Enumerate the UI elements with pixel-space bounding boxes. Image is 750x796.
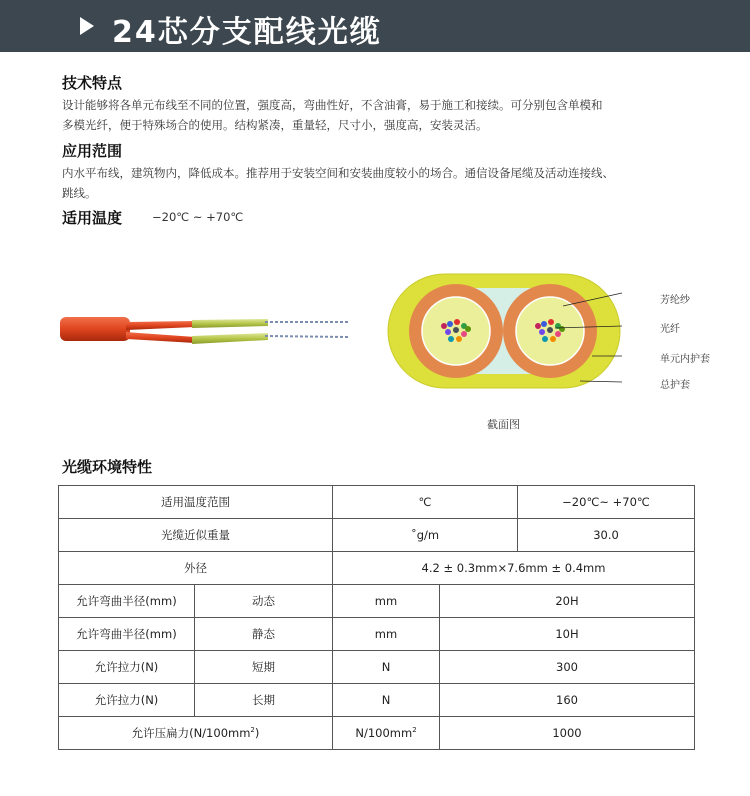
title-bar bbox=[0, 0, 750, 52]
row-unit bbox=[333, 717, 440, 750]
row-label: 适用温度范围 bbox=[59, 486, 333, 519]
callout-inner-jacket: 单元内护套 bbox=[660, 354, 710, 365]
env-title: 光缆环境特性 bbox=[62, 458, 153, 476]
table-row bbox=[59, 552, 695, 585]
row-sublabel: 静态 bbox=[195, 618, 333, 651]
row-label: 外径 bbox=[59, 552, 333, 585]
features-line-2: 多模光纤，便于特殊场合的使用。结构紧凑，重量轻，尺寸小，强度高，安装灵活。 bbox=[62, 118, 488, 132]
aramid-yarn-upper bbox=[192, 319, 268, 328]
cable-image bbox=[60, 300, 350, 360]
crush-label-end: ) bbox=[254, 726, 260, 740]
crush-label-text: 允许压扁力(N/100mm bbox=[131, 726, 251, 740]
cable-outer-jacket bbox=[60, 317, 130, 341]
temperature-value: −20℃ ~ +70℃ bbox=[152, 210, 244, 224]
crush-unit-sup: 2 bbox=[412, 726, 417, 735]
row-label: 光缆近似重量 bbox=[59, 519, 333, 552]
row-label: 允许弯曲半径(mm) bbox=[59, 585, 195, 618]
row-value: 1000 bbox=[440, 717, 695, 750]
table-row bbox=[59, 618, 695, 651]
row-value: 160 bbox=[440, 684, 695, 717]
application-text bbox=[62, 163, 692, 203]
row-sublabel: 短期 bbox=[195, 651, 333, 684]
temperature-heading: 适用温度 bbox=[62, 209, 123, 227]
cross-section-diagram bbox=[380, 266, 625, 396]
row-label: 允许拉力(N) bbox=[59, 651, 195, 684]
row-unit: mm bbox=[333, 618, 440, 651]
row-label: 允许拉力(N) bbox=[59, 684, 195, 717]
crush-unit-text: N/100mm bbox=[355, 726, 413, 740]
row-sublabel: 长期 bbox=[195, 684, 333, 717]
row-unit: N bbox=[333, 684, 440, 717]
row-value: 4.2 ± 0.3mm×7.6mm ± 0.4mm bbox=[333, 552, 695, 585]
row-value: 30.0 bbox=[518, 519, 695, 552]
cable-branch-upper bbox=[126, 321, 195, 330]
features-heading: 技术特点 bbox=[62, 74, 123, 92]
row-label bbox=[59, 717, 333, 750]
cable-branch-lower bbox=[126, 332, 195, 343]
table-row bbox=[59, 519, 695, 552]
table-row bbox=[59, 684, 695, 717]
diagram-caption: 截面图 bbox=[487, 418, 520, 431]
fibers-lower bbox=[265, 336, 348, 337]
row-value: 300 bbox=[440, 651, 695, 684]
application-line-2: 跳线。 bbox=[62, 186, 97, 200]
row-unit: N bbox=[333, 651, 440, 684]
row-unit: ˚g/m bbox=[333, 519, 518, 552]
play-arrow-icon bbox=[80, 17, 94, 35]
aramid-yarn-lower bbox=[192, 333, 268, 344]
page-title: 24芯分支配线光缆 bbox=[112, 15, 382, 50]
features-text bbox=[62, 95, 692, 135]
callout-aramid: 芳纶纱 bbox=[660, 295, 690, 306]
row-value: 20H bbox=[440, 585, 695, 618]
table-row bbox=[59, 486, 695, 519]
callout-fiber: 光纤 bbox=[660, 324, 680, 335]
application-heading: 应用范围 bbox=[62, 142, 123, 160]
row-unit: ℃ bbox=[333, 486, 518, 519]
row-label: 允许弯曲半径(mm) bbox=[59, 618, 195, 651]
row-unit: mm bbox=[333, 585, 440, 618]
crush-label-sup: 2 bbox=[250, 726, 255, 735]
callout-outer-jacket: 总护套 bbox=[660, 380, 690, 391]
row-value: 10H bbox=[440, 618, 695, 651]
table-row bbox=[59, 585, 695, 618]
spec-table bbox=[58, 485, 695, 750]
table-row bbox=[59, 651, 695, 684]
row-sublabel: 动态 bbox=[195, 585, 333, 618]
table-row bbox=[59, 717, 695, 750]
row-value: −20℃~ +70℃ bbox=[518, 486, 695, 519]
application-line-1: 内水平布线，建筑物内，降低成本。推荐用于安装空间和安装曲度较小的场合。通信设备尾缆及活动连接线、 bbox=[62, 166, 614, 180]
features-line-1: 设计能够将各单元布线至不同的位置，强度高，弯曲性好，不含油膏，易于施工和接续。可分别包含单模和 bbox=[62, 98, 603, 112]
